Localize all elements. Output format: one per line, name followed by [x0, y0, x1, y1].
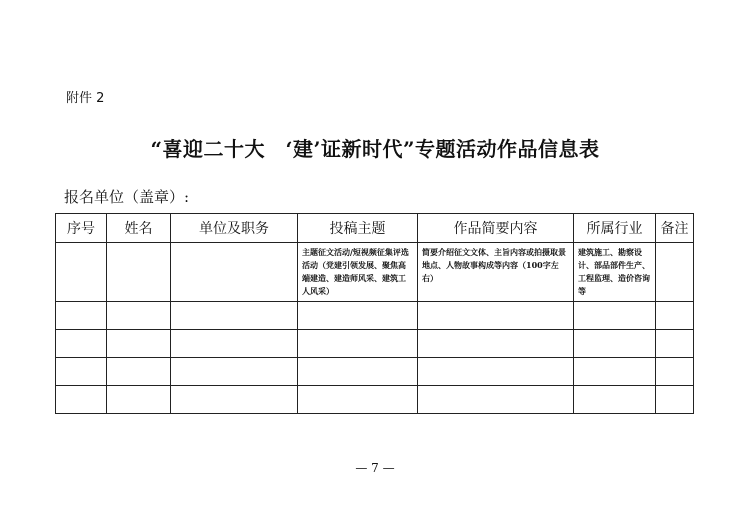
table-cell [56, 358, 107, 386]
table-header-row [56, 214, 694, 243]
table-cell [107, 302, 171, 330]
header-submission-theme: 投稿主题 [298, 214, 418, 243]
header-work-summary: 作品简要内容 [418, 214, 574, 243]
table-row [56, 243, 694, 302]
table-row [56, 302, 694, 330]
table-cell [56, 243, 107, 302]
header-unit-and-position: 单位及职务 [171, 214, 298, 243]
table-row [56, 386, 694, 414]
attachment-label: 附件 2 [66, 91, 105, 106]
theme-description-text: 主题征文活动/短视频征集评选活动（党建引领发展、聚焦高端建造、建造师风采、建筑工人风采） [302, 247, 409, 296]
industry-description-text: 建筑施工、勘察设计、部品部件生产、工程监理、造价咨询等 [578, 247, 650, 296]
registration-unit-label: 报名单位（盖章）: [64, 188, 190, 206]
table-cell [107, 243, 171, 302]
table-cell [656, 386, 694, 414]
table-row [56, 330, 694, 358]
page-title: “喜迎二十大 ‘建’证新时代”专题活动作品信息表 [150, 137, 600, 161]
table-cell [298, 386, 418, 414]
table-cell [574, 358, 656, 386]
table-cell [107, 330, 171, 358]
header-name: 姓名 [107, 214, 171, 243]
table-cell [56, 302, 107, 330]
table-cell [56, 330, 107, 358]
table-cell [298, 302, 418, 330]
table-cell [574, 302, 656, 330]
header-industry: 所属行业 [574, 214, 656, 243]
table-cell [574, 330, 656, 358]
table-cell [298, 358, 418, 386]
table-cell [574, 386, 656, 414]
table-cell [298, 330, 418, 358]
table-cell [656, 243, 694, 302]
table-cell [418, 358, 574, 386]
table-cell [418, 302, 574, 330]
table-cell [418, 330, 574, 358]
table-cell [56, 386, 107, 414]
table-cell [171, 330, 298, 358]
industry-description-cell [574, 243, 656, 302]
table-cell [171, 358, 298, 386]
table-cell [418, 386, 574, 414]
table-cell [656, 358, 694, 386]
table-cell [171, 243, 298, 302]
table-cell [107, 386, 171, 414]
table-cell [107, 358, 171, 386]
summary-description-cell [418, 243, 574, 302]
table-cell [656, 330, 694, 358]
table-cell [171, 386, 298, 414]
header-remarks: 备注 [656, 214, 694, 243]
table-row [56, 358, 694, 386]
table-cell [171, 302, 298, 330]
table-cell [656, 302, 694, 330]
theme-description-cell [298, 243, 418, 302]
info-table [55, 213, 694, 414]
summary-description-text: 简要介绍征文文体、主旨内容或拍摄取景地点、人物故事构成等内容（100字左右） [422, 247, 566, 283]
header-serial-number: 序号 [56, 214, 107, 243]
page-number: — 7 — [355, 461, 395, 475]
